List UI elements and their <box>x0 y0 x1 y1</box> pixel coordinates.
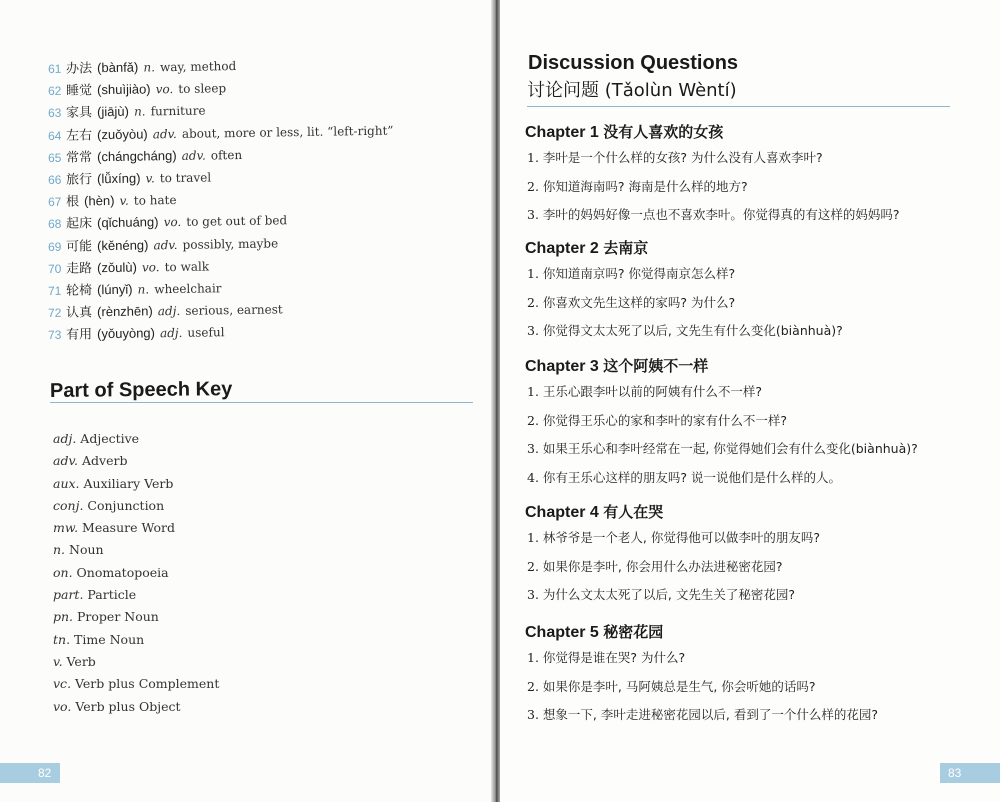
question-text: 王乐心跟李叶以前的阿姨有什么不一样? <box>542 384 763 399</box>
vocab-pinyin: (shuìjiào) <box>96 81 151 98</box>
chapter-block <box>525 120 955 230</box>
vocab-definition: to sleep <box>178 81 227 97</box>
question-item <box>525 464 955 493</box>
vocab-number: 62 <box>47 83 62 99</box>
vocab-number: 73 <box>47 328 62 343</box>
vocab-number: 67 <box>47 194 62 210</box>
pos-abbreviation: vc. <box>53 676 72 692</box>
question-item <box>525 173 955 202</box>
question-number: 1. <box>527 530 539 545</box>
question-text: 如果王乐心和李叶经常在一起, 你觉得她们会有什么变化(biànhuà)? <box>542 441 918 456</box>
pos-name: Auxiliary Verb <box>83 475 174 491</box>
question-item <box>525 673 955 702</box>
pos-key-item <box>53 495 219 517</box>
chapter-heading <box>525 120 955 144</box>
vocab-number: 65 <box>47 150 62 165</box>
vocab-hanzi: 旅行 <box>65 172 93 188</box>
vocab-part-of-speech: v. <box>145 171 155 186</box>
question-item <box>525 378 955 407</box>
vocab-part-of-speech: vo. <box>163 215 182 230</box>
question-item <box>525 201 955 230</box>
page-number-text: 83 <box>948 766 962 780</box>
vocab-part-of-speech: vo. <box>155 82 174 97</box>
pos-name: Verb plus Complement <box>75 676 220 692</box>
pos-key-item <box>53 651 219 673</box>
question-item <box>525 317 955 346</box>
vocab-part-of-speech: v. <box>119 193 129 208</box>
vocab-definition: furniture <box>150 103 206 119</box>
question-text: 林爷爷是一个老人, 你觉得他可以做李叶的朋友吗? <box>542 530 821 545</box>
vocab-number: 64 <box>47 128 62 143</box>
question-number: 2. <box>527 412 539 428</box>
pos-key-item <box>53 562 219 584</box>
vocab-part-of-speech: n. <box>137 282 150 297</box>
vocab-number: 66 <box>47 172 62 187</box>
question-text: 你喜欢文先生这样的家吗? 为什么? <box>542 294 736 310</box>
question-text: 你觉得是谁在哭? 为什么? <box>542 650 686 665</box>
question-item <box>525 581 955 610</box>
vocab-hanzi: 认真 <box>65 305 93 321</box>
question-text: 李叶是一个什么样的女孩? 为什么没有人喜欢李叶? <box>542 150 823 165</box>
question-item <box>525 435 955 464</box>
chapter-block <box>525 620 955 730</box>
question-number: 4. <box>527 469 539 485</box>
question-item <box>525 289 955 318</box>
question-text: 李叶的妈妈好像一点也不喜欢李叶。你觉得真的有这样的妈妈吗? <box>542 207 900 222</box>
question-number: 1. <box>527 384 539 399</box>
pos-abbreviation: part. <box>53 587 84 603</box>
vocab-definition: possibly, maybe <box>182 235 279 252</box>
question-item <box>525 553 955 582</box>
pos-name: Measure Word <box>82 520 175 536</box>
question-number: 1. <box>527 150 539 165</box>
question-text: 你知道南京吗? 你觉得南京怎么样? <box>542 266 736 281</box>
vocab-definition: about, more or less, lit. “left-right” <box>181 123 394 141</box>
vocab-part-of-speech: adj. <box>157 303 181 319</box>
vocab-part-of-speech: adv. <box>152 126 177 141</box>
vocab-hanzi: 常常 <box>65 150 93 166</box>
pos-name: Verb <box>66 653 96 669</box>
vocab-definition: often <box>210 147 243 163</box>
question-text: 你觉得王乐心的家和李叶的家有什么不一样? <box>542 412 788 428</box>
vocab-pinyin: (zuǒyòu) <box>96 125 148 142</box>
question-number: 1. <box>527 650 539 665</box>
pos-key-item <box>53 428 219 450</box>
vocab-hanzi: 轮椅 <box>65 283 93 299</box>
vocab-pinyin: (zǒulù) <box>96 259 137 275</box>
question-number: 2. <box>527 558 539 574</box>
vocab-pinyin: (qǐchuáng) <box>96 214 159 231</box>
question-number: 3. <box>527 207 539 222</box>
pos-key-item <box>53 696 219 718</box>
part-of-speech-title: Part of Speech Key <box>49 378 233 402</box>
chapter-label: Chapter 3 <box>525 358 599 375</box>
pos-key-item <box>53 517 219 539</box>
chapter-block <box>525 236 955 346</box>
pos-abbreviation: on. <box>53 564 73 580</box>
chapter-title-chinese: 去南京 <box>603 239 649 257</box>
chapter-heading <box>525 500 955 524</box>
chapter-block <box>525 354 955 492</box>
question-item <box>525 644 955 673</box>
question-number: 2. <box>527 178 539 194</box>
vocab-part-of-speech: adv. <box>153 237 178 252</box>
discussion-subtitle: 讨论问题 (Tǎolùn Wèntí) <box>527 80 737 101</box>
chapter-label: Chapter 5 <box>525 624 599 641</box>
vocab-definition: useful <box>187 325 225 341</box>
vocab-hanzi: 根 <box>65 194 80 210</box>
pos-abbreviation: tn. <box>53 631 71 647</box>
pos-abbreviation: pn. <box>53 609 74 625</box>
question-text: 为什么文太太死了以后, 文先生关了秘密花园? <box>542 587 796 602</box>
pos-name: Time Noun <box>74 631 145 647</box>
part-of-speech-list <box>53 428 219 718</box>
pos-name: Adverb <box>82 453 128 469</box>
pos-abbreviation: adv. <box>53 453 79 469</box>
chapter-label: Chapter 1 <box>525 124 599 141</box>
vocab-number: 63 <box>47 106 62 121</box>
discussion-title: Discussion Questions <box>528 52 739 74</box>
question-item <box>525 524 955 553</box>
vocab-hanzi: 办法 <box>65 61 93 77</box>
pos-key-item <box>53 450 219 472</box>
question-number: 1. <box>527 266 539 281</box>
vocab-number: 61 <box>47 61 62 76</box>
question-number: 2. <box>527 678 539 694</box>
question-text: 如果你是李叶, 马阿姨总是生气, 你会听她的话吗? <box>542 678 816 694</box>
chapter-label: Chapter 2 <box>525 240 599 257</box>
page-number-left <box>0 763 60 783</box>
pos-key-item <box>53 584 219 606</box>
vocab-hanzi: 睡觉 <box>65 83 93 99</box>
pos-abbreviation: v. <box>53 653 63 669</box>
vocab-hanzi: 有用 <box>65 327 93 343</box>
question-number: 2. <box>527 294 539 310</box>
question-item <box>525 701 955 730</box>
question-item <box>525 144 955 173</box>
chapter-heading <box>525 354 955 378</box>
section-rule <box>527 106 950 107</box>
chapter-title-chinese: 秘密花园 <box>603 623 664 641</box>
pos-name: Onomatopoeia <box>76 564 169 580</box>
pos-name: Noun <box>69 542 104 558</box>
question-text: 你有王乐心这样的朋友吗? 说一说他们是什么样的人。 <box>542 469 842 485</box>
pos-abbreviation: vo. <box>53 698 72 714</box>
question-item <box>525 407 955 436</box>
vocabulary-list <box>48 57 394 345</box>
vocab-part-of-speech: adj. <box>159 326 183 341</box>
vocab-part-of-speech: adv. <box>181 148 206 163</box>
question-number: 3. <box>527 441 539 456</box>
vocab-pinyin: (bànfǎ) <box>96 59 139 76</box>
section-rule <box>50 402 473 403</box>
vocab-number: 70 <box>47 261 62 276</box>
vocab-definition: to walk <box>164 259 210 274</box>
vocab-definition: wheelchair <box>154 281 222 297</box>
chapter-label: Chapter 4 <box>525 504 599 521</box>
chapter-block <box>525 500 955 610</box>
pos-name: Proper Noun <box>77 609 159 625</box>
vocab-part-of-speech: n. <box>143 60 156 75</box>
pos-key-item <box>53 629 219 651</box>
vocab-hanzi: 起床 <box>65 216 93 233</box>
vocab-definition: to travel <box>159 170 212 186</box>
vocab-hanzi: 可能 <box>65 238 93 255</box>
question-number: 3. <box>527 707 539 722</box>
question-item <box>525 260 955 289</box>
left-page <box>0 0 493 802</box>
vocab-number: 69 <box>47 239 62 254</box>
vocab-pinyin: (kěnéng) <box>96 236 149 253</box>
pos-key-item <box>53 539 219 561</box>
question-text: 你知道海南吗? 海南是什么样的地方? <box>542 178 748 194</box>
chapter-title-chinese: 没有人喜欢的女孩 <box>603 123 724 141</box>
question-text: 如果你是李叶, 你会用什么办法进秘密花园? <box>542 558 783 574</box>
vocab-part-of-speech: n. <box>133 104 146 120</box>
pos-name: Adjective <box>80 431 140 446</box>
vocab-hanzi: 走路 <box>65 260 93 277</box>
pos-key-item <box>53 673 219 695</box>
page-number-right <box>940 763 1000 783</box>
vocab-hanzi: 左右 <box>65 127 93 144</box>
vocab-number: 68 <box>47 217 62 232</box>
question-text: 你觉得文太太死了以后, 文先生有什么变化(biànhuà)? <box>542 323 843 338</box>
pos-abbreviation: n. <box>53 542 66 558</box>
vocab-number: 72 <box>47 305 62 321</box>
vocab-number: 71 <box>47 283 62 298</box>
pos-abbreviation: mw. <box>53 520 79 536</box>
question-text: 想象一下, 李叶走进秘密花园以后, 看到了一个什么样的花园? <box>542 707 878 722</box>
pos-name: Particle <box>87 587 137 603</box>
pos-name: Verb plus Object <box>75 698 181 714</box>
pos-name: Conjunction <box>87 497 165 513</box>
vocab-hanzi: 家具 <box>65 105 93 122</box>
vocab-pinyin: (lúnyǐ) <box>96 281 133 298</box>
question-number: 3. <box>527 587 539 602</box>
pos-abbreviation: conj. <box>53 497 84 513</box>
vocab-pinyin: (yǒuyòng) <box>96 325 156 342</box>
page-number-text: 82 <box>38 766 52 780</box>
vocab-definition: serious, earnest <box>185 302 283 318</box>
vocab-pinyin: (chángcháng) <box>96 147 177 164</box>
question-number: 3. <box>527 323 539 338</box>
vocab-pinyin: (hèn) <box>83 193 115 209</box>
pos-abbreviation: aux. <box>53 475 80 491</box>
vocab-definition: to hate <box>133 193 177 208</box>
vocab-pinyin: (rènzhēn) <box>96 303 153 320</box>
pos-abbreviation: adj. <box>53 431 77 446</box>
vocab-part-of-speech: vo. <box>141 259 160 275</box>
chapter-title-chinese: 有人在哭 <box>603 503 664 521</box>
chapter-heading <box>525 620 955 644</box>
pos-key-item <box>53 606 219 628</box>
chapter-heading <box>525 236 955 260</box>
vocab-definition: way, method <box>159 59 237 75</box>
vocab-definition: to get out of bed <box>186 213 288 230</box>
vocab-item <box>48 318 394 346</box>
vocab-pinyin: (jiājù) <box>96 104 130 120</box>
pos-key-item <box>53 473 219 495</box>
vocab-pinyin: (lǚxíng) <box>96 170 141 187</box>
chapter-title-chinese: 这个阿姨不一样 <box>603 357 709 375</box>
